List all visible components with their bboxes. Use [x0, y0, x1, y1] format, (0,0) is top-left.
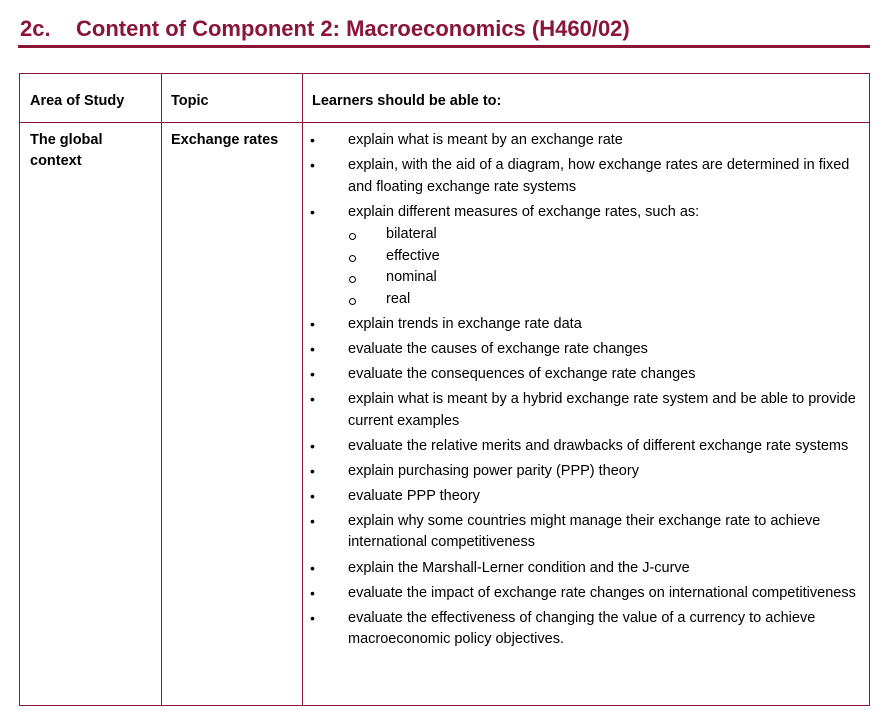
header-area-of-study: Area of Study	[30, 93, 125, 109]
item-text: evaluate the consequences of exchange rate changes	[348, 365, 696, 382]
bullet-icon: •	[310, 559, 315, 576]
bullet-icon: •	[310, 462, 315, 479]
item-text: explain why some countries might manage their exchange rate to achieve international competitiveness	[348, 512, 821, 551]
topic-cell: Exchange rates	[171, 132, 279, 148]
bullet-icon: •	[310, 365, 315, 382]
item-text: explain, with the aid of a diagram, how exchange rates are determined in fixed and floating exchange rate systems	[348, 157, 850, 195]
bullet-icon: •	[310, 487, 315, 504]
header-divider	[20, 122, 869, 123]
bullet-icon: •	[310, 437, 315, 454]
list-item	[310, 202, 860, 311]
bullet-icon: •	[310, 315, 315, 332]
area-of-study-cell	[30, 130, 155, 172]
list-item	[310, 608, 860, 651]
item-text: evaluate the effectiveness of changing the value of a currency to achieve macroeconomic policy objectives.	[348, 609, 816, 648]
sub-list-item	[348, 246, 860, 268]
item-text: explain trends in exchange rate data	[348, 315, 582, 332]
bullet-icon: •	[310, 391, 315, 408]
bullet-icon: •	[310, 203, 315, 220]
item-text: evaluate the causes of exchange rate changes	[348, 340, 648, 357]
sub-item-text: effective	[386, 247, 440, 264]
header-learners: Learners should be able to:	[312, 93, 502, 109]
area-line: The global	[30, 132, 103, 148]
list-item	[310, 314, 860, 336]
item-text: explain what is meant by a hybrid exchange rate system and be able to provide current examples	[348, 391, 856, 429]
item-text: explain purchasing power parity (PPP) theory	[348, 462, 639, 479]
learning-outcomes-list	[310, 130, 860, 654]
item-text: explain different measures of exchange rates, such as:	[348, 203, 700, 220]
item-text: explain what is meant by an exchange rate	[348, 132, 623, 148]
area-line: context	[30, 153, 82, 169]
section-title: Content of Component 2: Macroeconomics (H460/02)	[76, 16, 630, 41]
section-number: 2c.	[20, 16, 51, 41]
bullet-icon: •	[310, 157, 315, 174]
section-heading	[18, 14, 870, 48]
sub-list-item	[348, 224, 860, 246]
sub-item-text: real	[386, 290, 411, 307]
item-text: explain the Marshall-Lerner condition and the J-curve	[348, 559, 690, 576]
list-item	[310, 155, 860, 198]
hollow-bullet-icon	[349, 298, 356, 305]
list-item	[310, 130, 860, 152]
measures-sublist	[348, 224, 860, 310]
item-text: evaluate the relative merits and drawbacks of different exchange rate systems	[348, 437, 849, 454]
item-text: evaluate PPP theory	[348, 487, 480, 504]
list-item	[310, 486, 860, 508]
column-divider	[302, 74, 303, 705]
hollow-bullet-icon	[349, 255, 356, 262]
sub-list-item	[348, 267, 860, 289]
list-item	[310, 511, 860, 554]
list-item	[310, 583, 860, 605]
bullet-icon: •	[310, 512, 315, 529]
hollow-bullet-icon	[349, 233, 356, 240]
item-text: evaluate the impact of exchange rate changes on international competitiveness	[348, 584, 856, 601]
bullet-icon: •	[310, 609, 315, 626]
sub-item-text: nominal	[386, 269, 437, 286]
sub-item-text: bilateral	[386, 226, 437, 243]
list-item	[310, 339, 860, 361]
list-item	[310, 364, 860, 386]
bullet-icon: •	[310, 340, 315, 357]
sub-list-item	[348, 289, 860, 311]
header-topic: Topic	[171, 93, 209, 109]
bullet-icon: •	[310, 132, 315, 148]
list-item	[310, 461, 860, 483]
list-item	[310, 558, 860, 580]
content-table	[19, 73, 870, 706]
list-item	[310, 436, 860, 458]
column-divider	[161, 74, 162, 705]
hollow-bullet-icon	[349, 276, 356, 283]
bullet-icon: •	[310, 584, 315, 601]
list-item	[310, 389, 860, 432]
